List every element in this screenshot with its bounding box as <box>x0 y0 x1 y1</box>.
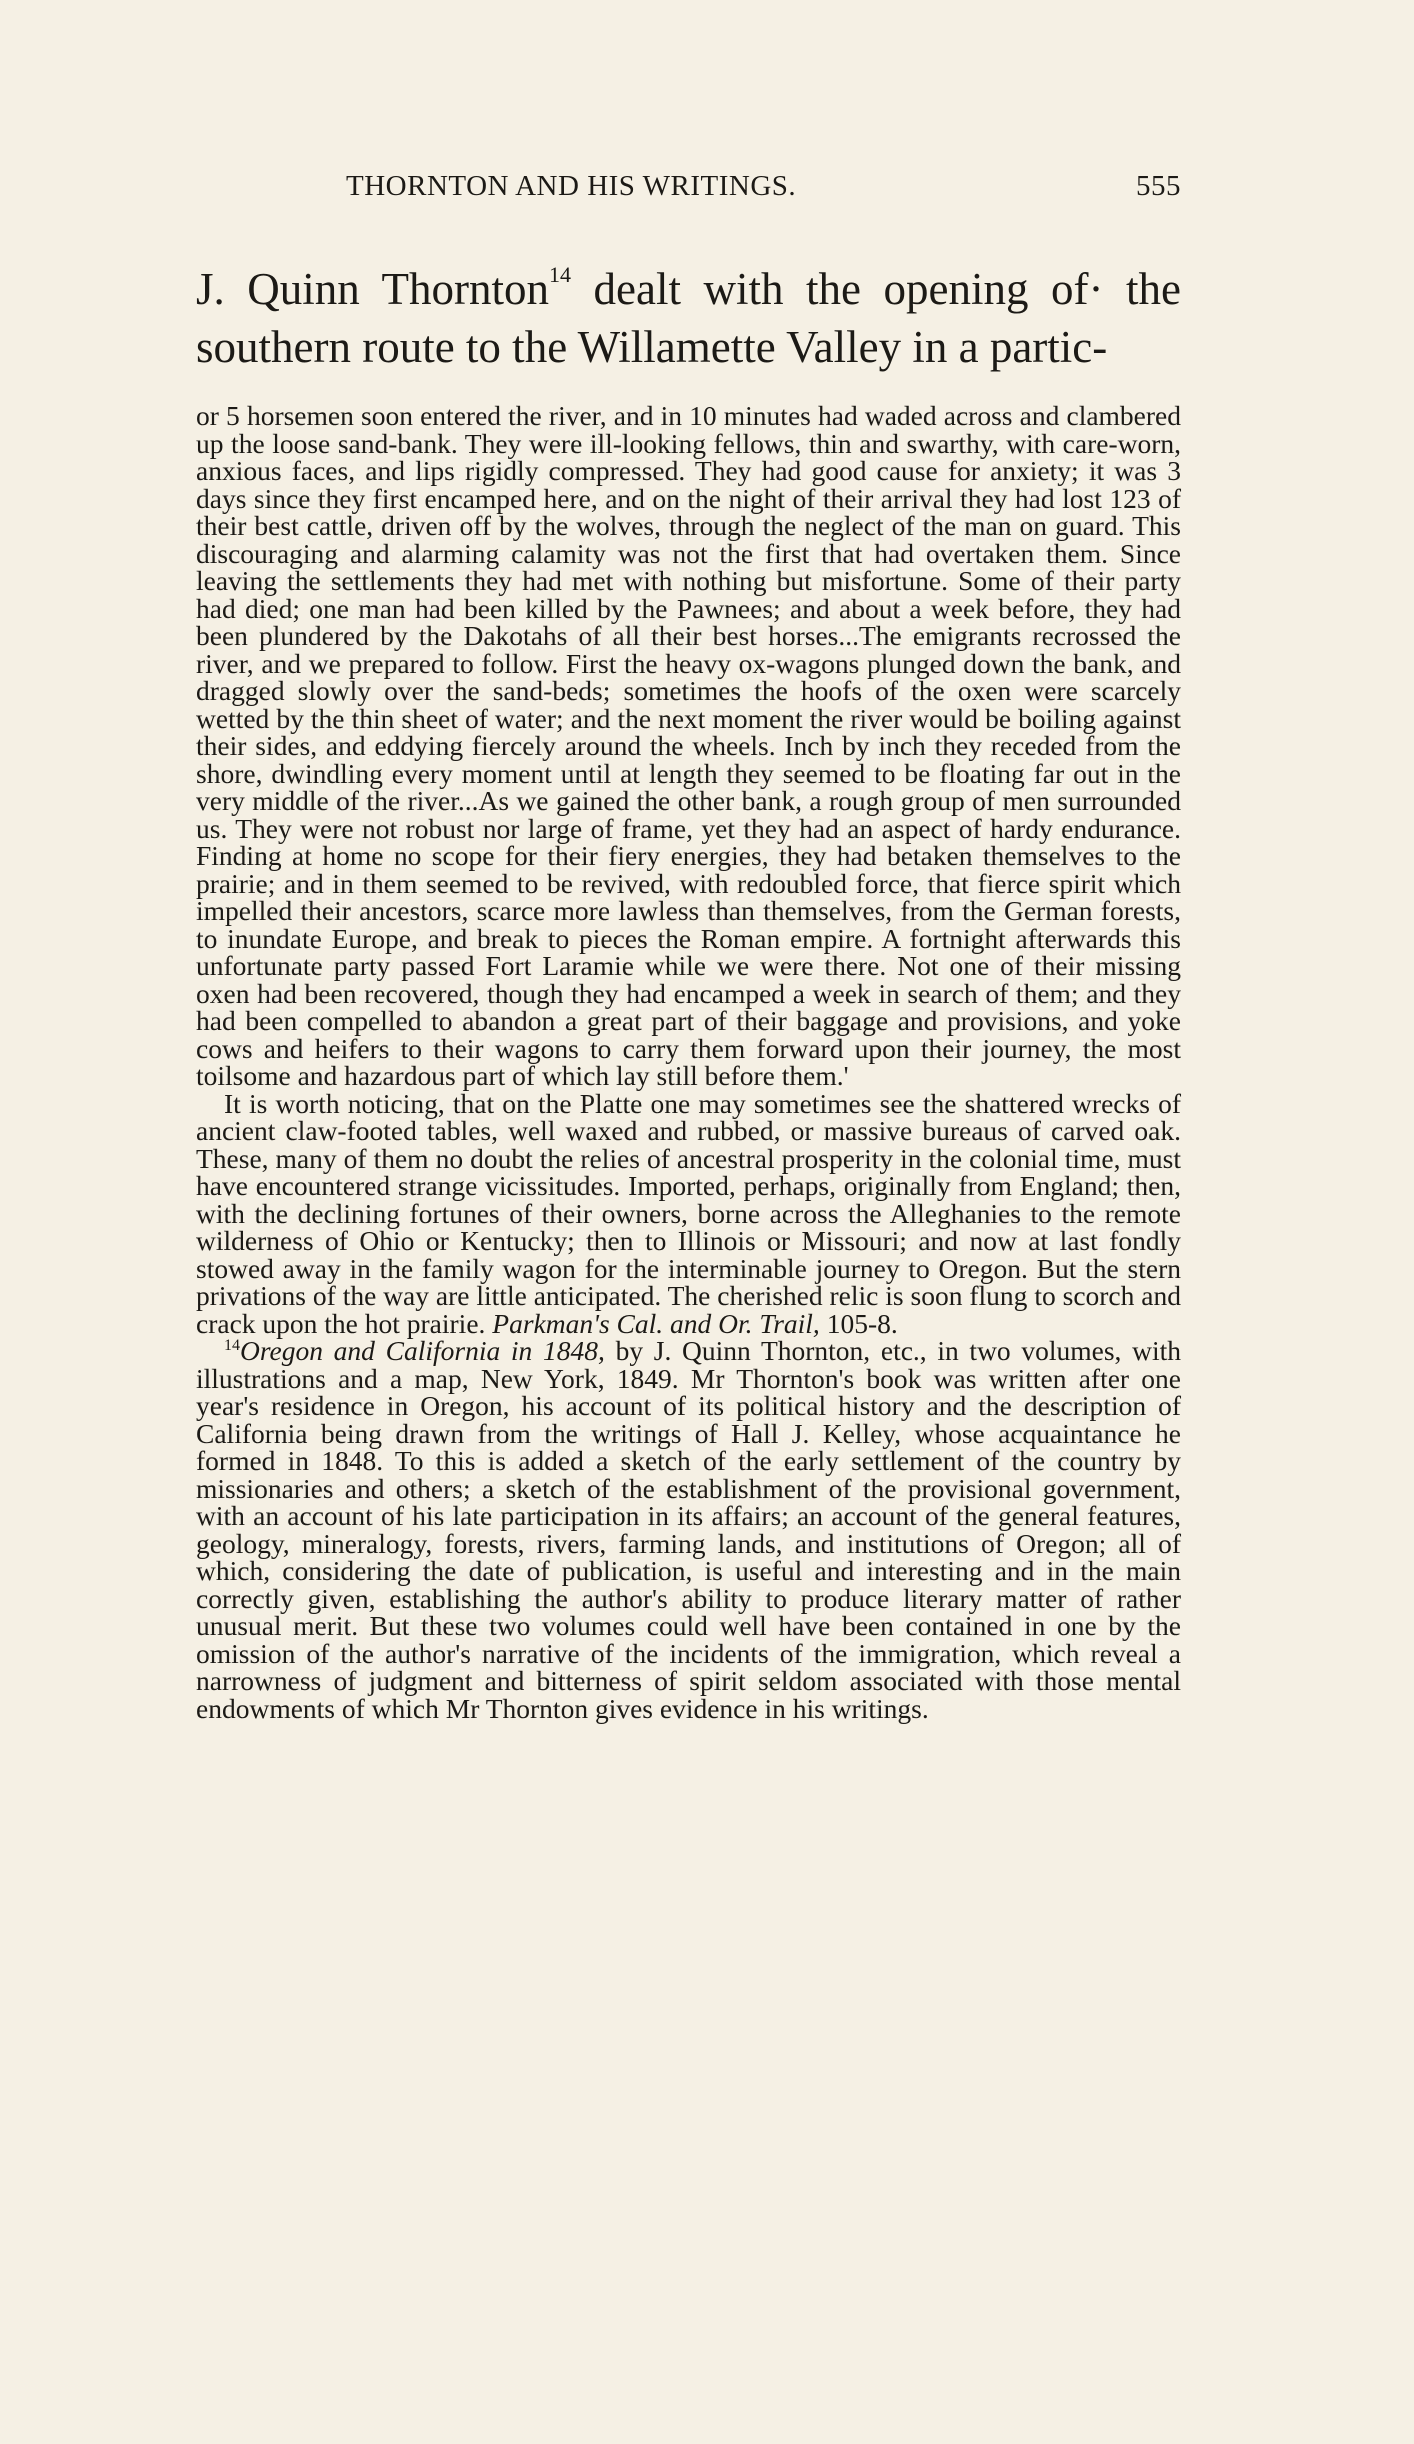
footnote-marker: 14 <box>224 1337 240 1354</box>
citation-title: Parkman's Cal. and Or. Trail, <box>492 1307 820 1339</box>
lead-text-end: dealt with the opening of· the southern route to the Willamette Valley in a partic- <box>196 264 1181 372</box>
footnote-text: by J. Quinn Thornton, etc., in two volumes, with illustrations and a map, New York, 1849. Mr Thornton's book was written after one year's residence in Oregon, his account of its political history and the description of California being drawn from the writings of Hall J. Kelley, whose acquaintance he formed in 1848. To this is added a sketch of the early settlement of the country by missionaries and others; a sketch of the establishment of the provisional government, with an account of his late participation in its affairs; an account of the general features, geology, mineralogy, forests, rivers, farming lands, and institutions of Oregon; all of which, considering the date of publication, is useful and interesting and in the main correctly given, establishing the author's ability to produce literary matter of rather unusual merit. But these two volumes could well have been contained in one by the omission of the author's narrative of the incidents of the immigration, which reveal a narrowness of judgment and bitterness of spirit seldom associated with those mental endowments of which Mr Thornton gives evidence in his writings. <box>196 1335 1182 1724</box>
footnote-paragraph-text: It is worth noticing, that on the Platte one may sometimes see the shattered wrecks of ancient claw-footed tables, well waxed and rubbed, or massive bureaus of carved oak. These, many of them no doubt the relies of ancestral prosperity in the colonial time, must have encountered strange vicissitudes. Imported, perhaps, originally from England; then, with the declining fortunes of their owners, borne across the Alleghanies to the remote wilderness of Ohio or Kentucky; then to Illinois or Missouri; and now at last fondly stowed away in the family wagon for the interminable journey to Oregon. But the stern privations of the way are little anticipated. The cherished relic is soon flung to scorch and crack upon the hot prairie. <box>196 1087 1181 1339</box>
footnote-block <box>196 402 1181 1722</box>
running-title: THORNTON AND HIS WRITINGS. <box>346 170 797 202</box>
running-head <box>196 170 1181 210</box>
footnote-reference: 14 <box>548 262 571 287</box>
footnote-book-title: Oregon and California in 1848, <box>240 1335 605 1366</box>
footnote-14 <box>196 1337 1181 1722</box>
citation-pages: 105-8. <box>826 1307 898 1339</box>
quotation-continuation: or 5 horsemen soon entered the river, and in 10 minutes had waded across and clambered up the loose sand-bank. They were ill-looking fellows, thin and swarthy, with care-worn, anxious faces, and lips rigidly compressed. They had good cause for anxiety; it was 3 days since they first encamped here, and on the night of their arrival they had lost 123 of their best cattle, driven off by the wolves, through the neglect of the man on guard. This discouraging and alarming calamity was not the first that had overtaken them. Since leaving the settlements they had met with nothing but misfortune. Some of their party had died; one man had been killed by the Pawnees; and about a week before, they had been plundered by the Dakotahs of all their best horses...The emigrants recrossed the river, and we prepared to follow. First the heavy ox-wagons plunged down the bank, and dragged slowly over the sand-beds; sometimes the hoofs of the oxen were scarcely wetted by the thin sheet of water; and the next moment the river would be boiling against their sides, and eddying fiercely around the wheels. Inch by inch they receded from the shore, dwindling every moment until at length they seemed to be floating far out in the very middle of the river...As we gained the other bank, a rough group of men surrounded us. They were not robust nor large of frame, yet they had an aspect of hardy endurance. Finding at home no scope for their fiery energies, they had betaken themselves to the prairie; and in them seemed to be revived, with redoubled force, that fierce spirit which impelled their ancestors, scarce more lawless than themselves, from the German forests, to inundate Europe, and break to pieces the Roman empire. A fortnight afterwards this unfortunate party passed Fort Laramie while we were there. Not one of their missing oxen had been recovered, though they had encamped a week in search of them; and they had been compelled to abandon a great part of their baggage and provisions, and yoke cows and heifers to their wagons to carry them forward upon their journey, the most toilsome and hazardous part of which lay still before them.' <box>196 400 1181 1091</box>
lead-text-start: J. Quinn Thornton <box>196 264 549 314</box>
lead-paragraph <box>196 260 1181 376</box>
footnote-paragraph <box>196 1087 1181 1339</box>
page-number: 555 <box>1136 170 1181 202</box>
